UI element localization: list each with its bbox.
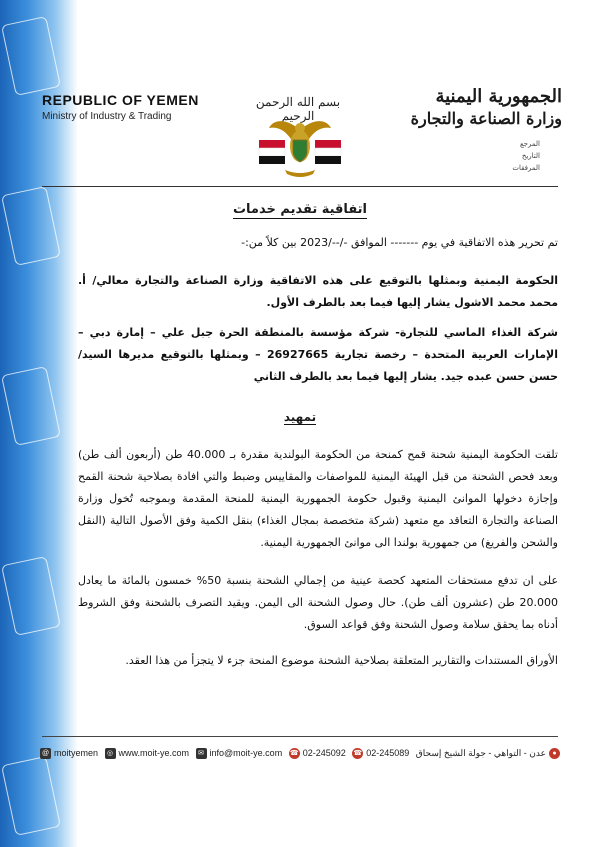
website-link[interactable]: ◎ www.moit-ye.com bbox=[105, 748, 190, 759]
reference-labels bbox=[512, 138, 540, 174]
location-pin-icon: ● bbox=[549, 748, 560, 759]
date-label: التاريخ bbox=[521, 152, 540, 160]
address: ● عدن - التواهي - جولة الشيخ إسحاق bbox=[416, 748, 560, 759]
first-party-paragraph: الحكومة اليمنية وبمثلها بالتوقيع على هذه الاتفاقية وزارة الصناعة والتجارة معالي/ أ. محمد محمد الاشول يشار إليها فيما بعد بالطرف الأول. bbox=[78, 274, 558, 309]
mail-icon: ✉ bbox=[196, 748, 207, 759]
footer-divider bbox=[42, 736, 558, 737]
attachments-label: المرفقات bbox=[512, 164, 540, 172]
preamble-paragraph-2: على ان تدفع مستحقات المتعهد كحصة عينية من إجمالي الشحنة بنسبة 50% خمسون بالمائة ما يعادل 20.000 طن (عشرون ألف طن). حال وصول الشحنة الى اليمن. ويقيد التصرف بالشحنة وفق الشروط أدناه بما يحقق سلامة وصول الشحنة وفق قواعد السوق. bbox=[78, 574, 559, 631]
preamble-paragraph-1: تلقت الحكومة اليمنية شحنة قمح كمنحة من الحكومة البولندية مقدرة بـ 40.000 طن (أربعون ألف طن) وبعد فحص الشحنة من قبل الهيئة اليمنية للمواصفات والمقاييس وضبط والتي افادة بصلاحية شحنة القمح وإجازة دخولها الموانئ اليمنية وقبول حكومة الجمهورية اليمنية للمنحة المقدمة وبموجبه تُخول وزارة الصناعة والتجارة التعاقد مع متعهد (شركة متخصصة بمجال الغذاء) بنقل الكمية وفق الأصول التالية (النقل والشحن والفريغ) من جمهورية بولندا الى موانئ الجمهورية اليمنية. bbox=[78, 448, 558, 549]
yemen-emblem-icon bbox=[255, 112, 345, 182]
email-link[interactable]: ✉ info@moit-ye.com bbox=[196, 748, 283, 759]
republic-title: REPUBLIC OF YEMEN bbox=[42, 92, 199, 108]
preamble-paragraph-3: الأوراق المستندات والتقارير المتعلقة بصلاحية الشحنة موضوع المنحة جزء لا يتجزأ من هذا العقد. bbox=[125, 654, 558, 667]
preamble-heading-text: تمهيد bbox=[283, 410, 317, 424]
contact-footer bbox=[40, 744, 560, 762]
second-party-paragraph: شركة الغذاء الماسي للتجارة- شركة مؤسسة بالمنطقة الحرة جبل علي – إمارة دبي – الإمارات العربية المتحدة – رخصة تجارية 26927665 – وبمثلها بالتوقيع مديرها السيد/ حسن حسن عبده جيد. يشار إليها فيما بعد بالطرف الثاني bbox=[78, 326, 558, 383]
phone-number: ☎ 02-245089 bbox=[353, 748, 410, 758]
intro-paragraph: تم تحرير هذه الاتفاقية في يوم ------- الموافق -/--/2023 بين كلاً من:- bbox=[241, 236, 558, 249]
social-handle[interactable]: @ moityemen bbox=[41, 748, 99, 758]
globe-icon: ◎ bbox=[105, 748, 116, 759]
ministry-subtitle: Ministry of Industry & Trading bbox=[42, 111, 172, 122]
phone-icon: ☎ bbox=[352, 748, 363, 759]
social-icon: @ bbox=[41, 749, 50, 757]
ref-label: المرجع bbox=[519, 140, 540, 148]
fax-number: ☎ 02-245092 bbox=[289, 748, 346, 758]
arabic-republic-title: الجمهورية اليمنية bbox=[435, 86, 562, 107]
arabic-ministry-header bbox=[411, 86, 562, 128]
header-divider bbox=[42, 186, 558, 187]
basmala-text: بسم الله الرحمن الرحيم bbox=[255, 95, 341, 123]
fax-icon: ☎ bbox=[289, 748, 300, 759]
preamble-heading bbox=[0, 410, 600, 424]
arabic-ministry-title: وزارة الصناعة والتجارة bbox=[410, 109, 562, 128]
document-title-text: اتفاقية تقديم خدمات bbox=[232, 202, 368, 217]
document-title bbox=[0, 202, 600, 217]
